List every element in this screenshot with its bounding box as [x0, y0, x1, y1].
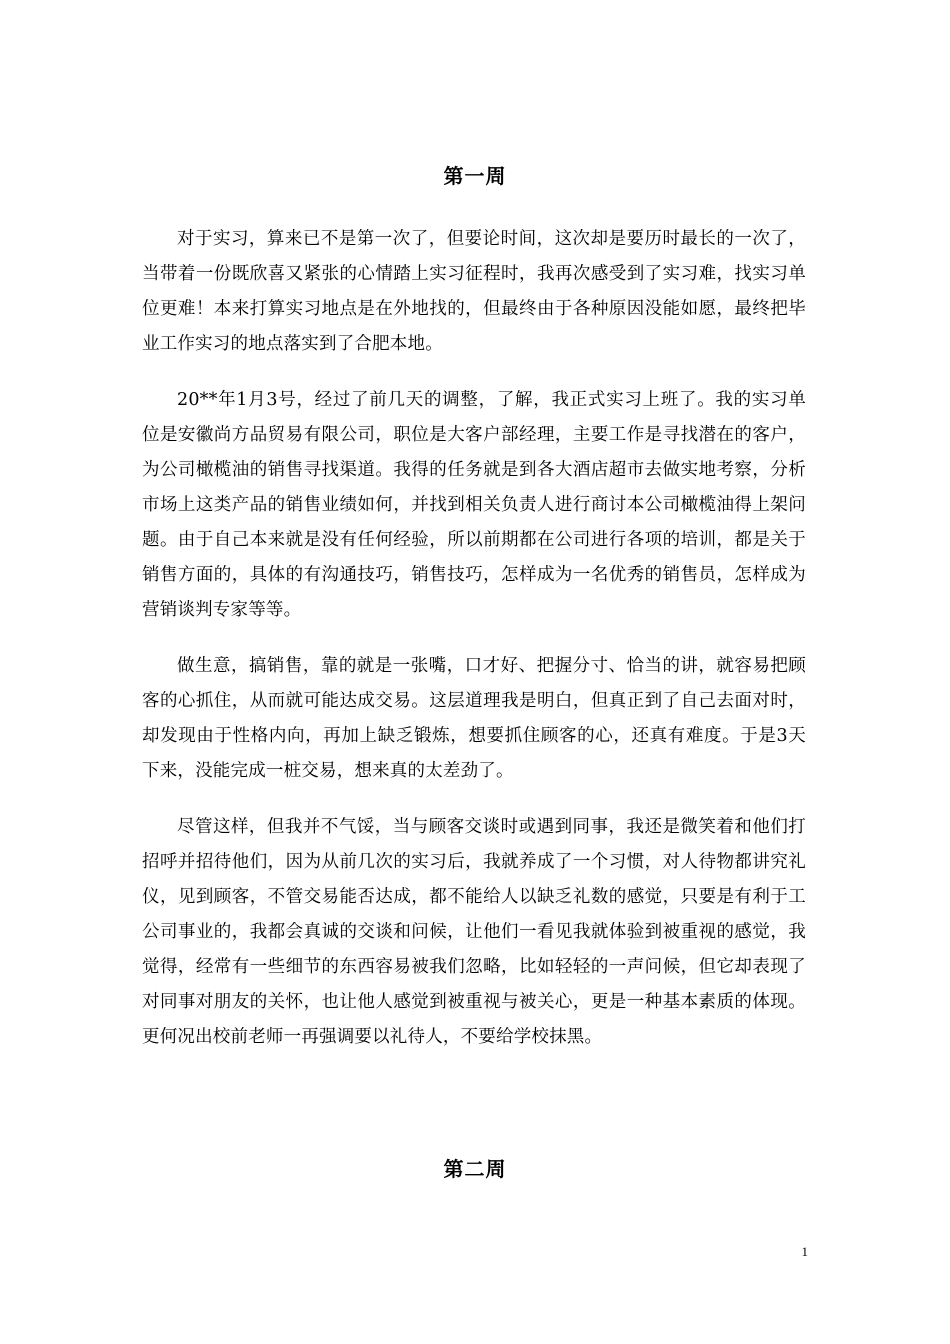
page-number: 1: [801, 1244, 808, 1259]
paragraph: 对于实习，算来已不是第一次了，但要论时间，这次却是要历时最长的一次了，当带着一份既欣喜又紧张的心情踏上实习征程时，我再次感受到了实习难，找实习单位更难！本来打算实习地点是在外地找的，但最终由于各种原因没能如愿，最终把毕业工作实习的地点落实到了合肥本地。: [142, 229, 806, 354]
paragraph: 做生意，搞销售，靠的就是一张嘴，口才好、把握分寸、恰当的讲，就容易把顾客的心抓住，从而就可能达成交易。这层道理我是明白，但真正到了自己去面对时，却发现由于性格内向，再加上缺乏锻炼，想要抓住顾客的心，还真有难度。于是3天下来，没能完成一桩交易，想来真的太差劲了。: [142, 656, 806, 781]
paragraph: 尽管这样，但我并不气馁，当与顾客交谈时或遇到同事，我还是微笑着和他们打招呼并招待他们，因为从前几次的实习后，我就养成了一个习惯，对人待物都讲究礼仪，见到顾客，不管交易能否达成，都不能给人以缺乏礼数的感觉，只要是有利于工公司事业的，我都会真诚的交谈和问候，让他们一看见我就体验到被重视的感觉，我觉得，经常有一些细节的东西容易被我们忽略，比如轻轻的一声问候，但它却表现了对同事对朋友的关怀，也让他人感觉到被重视与被关心，更是一种基本素质的体现。更何况出校前老师一再强调要以礼待人，不要给学校抹黑。: [142, 817, 806, 1047]
section-title-week-2: 第二周: [443, 1157, 507, 1181]
section-body-week-1: [142, 222, 806, 1076]
section-title-week-1: 第一周: [443, 164, 507, 188]
paragraph: 20**年1月3号，经过了前几天的调整，了解，我正式实习上班了。我的实习单位是安徽尚方品贸易有限公司，职位是大客户部经理，主要工作是寻找潜在的客户，为公司橄榄油的销售寻找渠道。我得的任务就是到各大酒店超市去做实地考察，分析市场上这类产品的销售业绩如何，并找到相关负责人进行商讨本公司橄榄油得上架问题。由于自己本来就是没有任何经验，所以前期都在公司进行各项的培训，都是关于销售方面的，具体的有沟通技巧，销售技巧，怎样成为一名优秀的销售员，怎样成为营销谈判专家等等。: [142, 390, 806, 620]
